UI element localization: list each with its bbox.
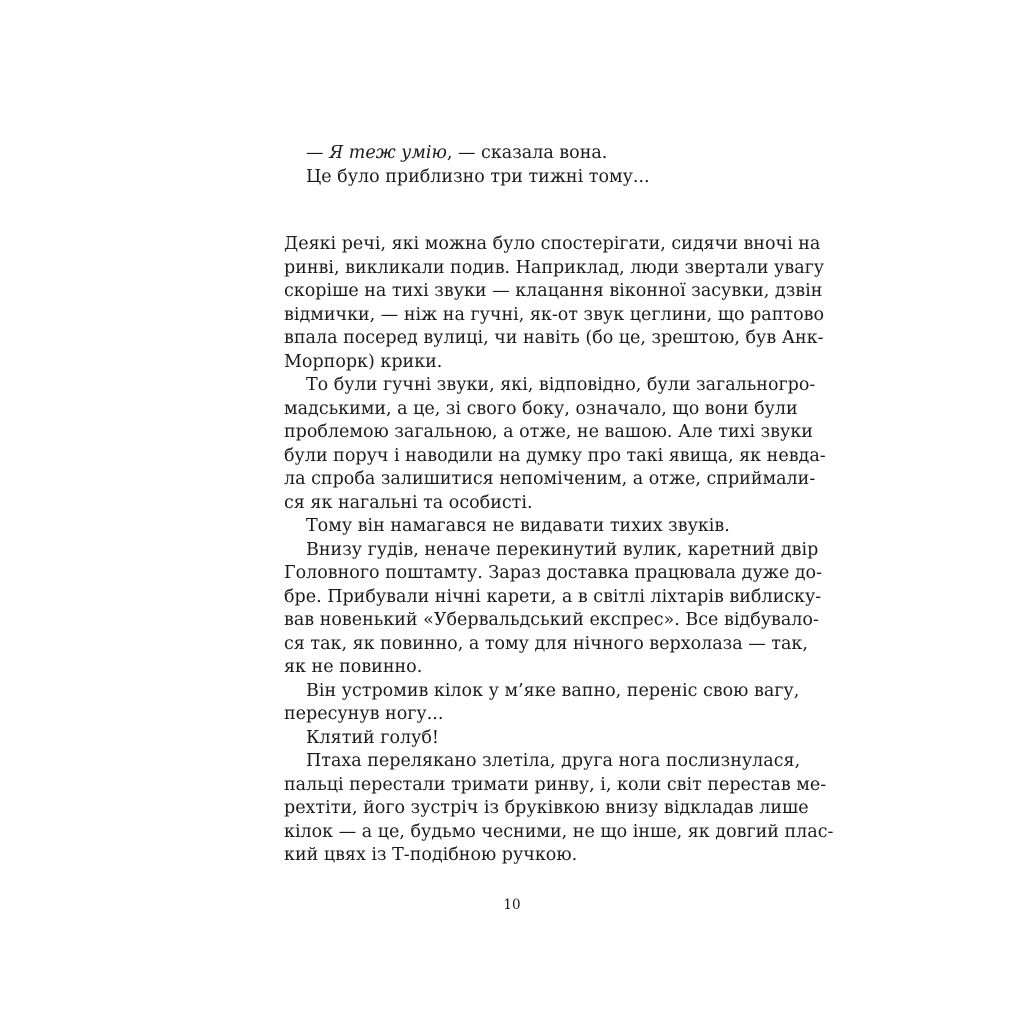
paragraph (284, 515, 740, 539)
paragraph (284, 727, 740, 751)
text-line: були поруч і наводили на думку про такі явища, як невда- (284, 445, 826, 466)
text-line: Внизу гудів, неначе перекинутий вулик, каретний двір (306, 539, 819, 560)
text-line: кілок — а це, будьмо чесними, не що інше, як довгий плас- (284, 821, 834, 842)
text-line: ся як нагальні та особисті. (284, 492, 533, 513)
text-line: рехтіти, його зустріч із бруківкою внизу відкладав лише (284, 798, 809, 818)
text-line: проблемою загальною, а отже, не вашою. Але тихі звуки (284, 422, 813, 442)
page-number: 10 (503, 897, 521, 913)
intro-line-2: Це було приблизно три тижні тому... (306, 166, 650, 187)
paragraph (284, 233, 825, 374)
text-line: Морпорк) крики. (284, 351, 443, 372)
text-line: Птаха перелякано злетіла, друга нога послизнулася, (306, 751, 801, 771)
text-line: пересунув ногу... (284, 704, 444, 724)
dialogue-italic-text: Я теж умію (329, 143, 447, 163)
text-line: впала посеред вулиці, чи навіть (бо це, зрештою, був Анк- (284, 328, 824, 348)
dialogue-line (284, 142, 740, 166)
dialogue-dash: — (306, 143, 330, 163)
text-line: скоріше на тихі звуки — клацання віконної засувки, дзвін (284, 281, 823, 301)
paragraph (284, 750, 834, 868)
text-line: кий цвях із Т-подібною ручкою. (284, 845, 578, 865)
text-line: вав новенький «Убервальдський експрес». Все відбувало- (284, 610, 819, 630)
paragraph (284, 680, 800, 727)
text-line: пальці перестали тримати ринву, і, коли світ перестав ме- (284, 774, 827, 795)
text-line: ла спроба залишитися непоміченим, а отже, сприймали- (284, 469, 816, 489)
text-line: мадськими, а це, зі свого боку, означало, що вони були (284, 398, 798, 419)
intro-block (284, 142, 740, 189)
text-line: ринві, викликали подив. Наприклад, люди звертали увагу (284, 257, 825, 278)
paragraph (284, 374, 826, 515)
text-line: як не повинно. (284, 657, 423, 677)
text-line: Клятий голуб! (306, 727, 439, 748)
text-line: То були гучні звуки, які, відповідно, були загальногро- (306, 375, 816, 395)
text-line: Деякі речі, які можна було спостерігати, сидячи вночі на (284, 234, 821, 254)
text-line: бре. Прибували нічні карети, а в світлі ліхтарів виблиску- (284, 586, 822, 607)
text-line: ся так, як повинно, а тому для нічного верхолаза — так, (284, 633, 808, 654)
dialogue-rest-text: , — сказала вона. (446, 143, 608, 163)
main-text-block (284, 233, 834, 868)
text-line: Тому він намагався не видавати тихих звуків. (306, 516, 730, 536)
text-line: Він устромив кілок у м’яке вапно, переніс свою вагу, (306, 680, 800, 701)
text-line: відмички, — ніж на гучні, як-от звук цеглини, що раптово (284, 304, 825, 325)
text-line: Головного поштамту. Зараз доставка працювала дуже до- (284, 563, 822, 583)
paragraph (284, 539, 822, 680)
